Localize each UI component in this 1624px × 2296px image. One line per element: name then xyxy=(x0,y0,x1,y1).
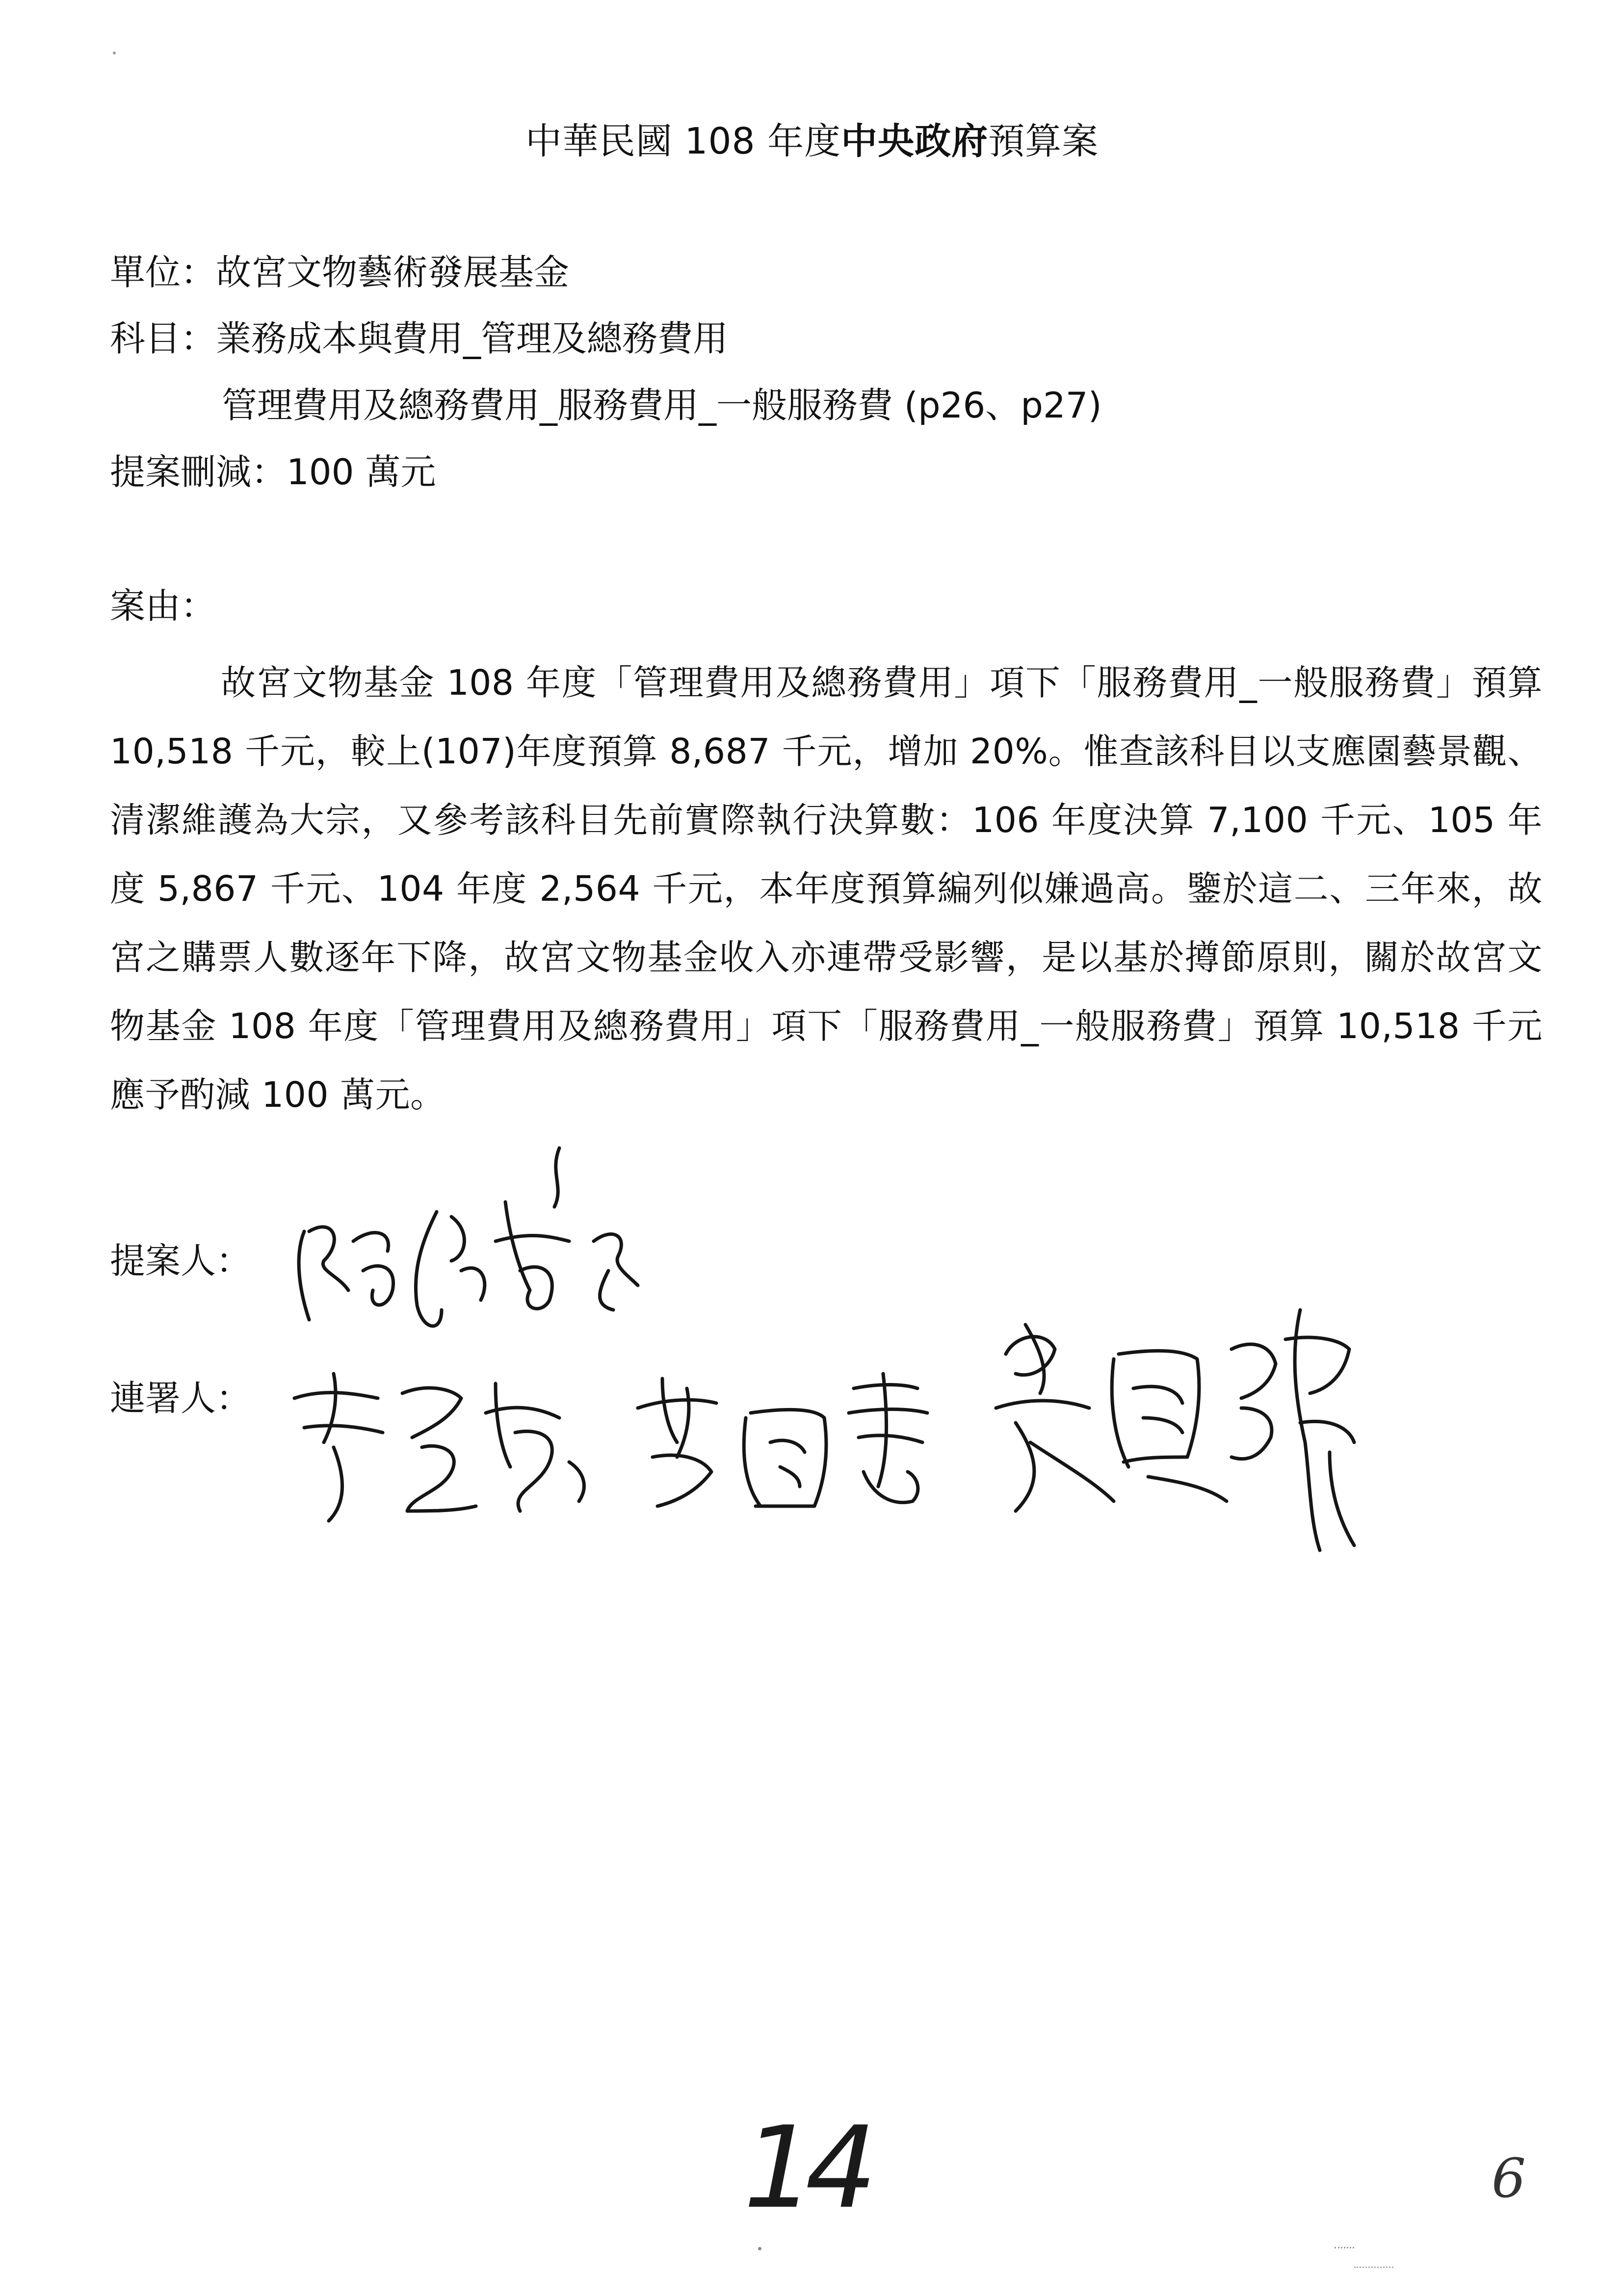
subject-line: 科目：業務成本與費用_管理及總務費用 xyxy=(110,318,729,359)
cosigner-signature-1 xyxy=(265,1354,618,1540)
cosigner-signature-2 xyxy=(623,1359,957,1536)
reason-body: 故宮文物基金 108 年度「管理費用及總務費用」項下「服務費用_一般服務費」預算 10,518 千元，較上(107)年度預算 8,687 千元，增加 20%。惟查該科目以支應園藝景觀、清潔維護為大宗，又參考該科目先前實際執行決算數：106 年度決算 7,100 千元、105 年度 5,867 千元、104 年度 2,564 千元，本年度預算編列似嫌過高。鑒於這二、三年來，故宮之購票人數逐年下降，故宮文物基金收入亦連帶受影響，是以基於撙節原則，關於故宮文物基金 108 年度「管理費用及總務費用」項下「服務費用_一般服務費」預算 10,518 千元應予酌減 100 萬元。 xyxy=(110,662,1543,1115)
scan-speck xyxy=(113,52,116,54)
cosigner-signature-3 xyxy=(986,1295,1369,1570)
unit-line: 單位：故宮文物藝術發展基金 xyxy=(110,252,570,293)
page-number: 14 xyxy=(743,2103,867,2234)
title-bold: 中央政府 xyxy=(841,120,989,162)
scan-speck xyxy=(1335,2247,1354,2251)
cosigner-label: 連署人： xyxy=(110,1378,252,1419)
document-title xyxy=(0,117,1624,166)
corner-mark: 6 xyxy=(1492,2147,1526,2210)
title-suffix: 預算案 xyxy=(988,120,1099,162)
proposer-label: 提案人： xyxy=(110,1240,252,1281)
scan-speck xyxy=(758,2247,761,2250)
proposer-signature xyxy=(275,1143,677,1354)
scan-speck xyxy=(1354,2267,1393,2270)
reason-label: 案由： xyxy=(110,585,216,626)
title-prefix: 中華民國 108 年度 xyxy=(525,120,841,162)
subject-line-detail: 管理費用及總務費用_服務費用_一般服務費 (p26、p27) xyxy=(222,385,1102,426)
proposal-cut-line: 提案刪減：100 萬元 xyxy=(110,451,436,493)
